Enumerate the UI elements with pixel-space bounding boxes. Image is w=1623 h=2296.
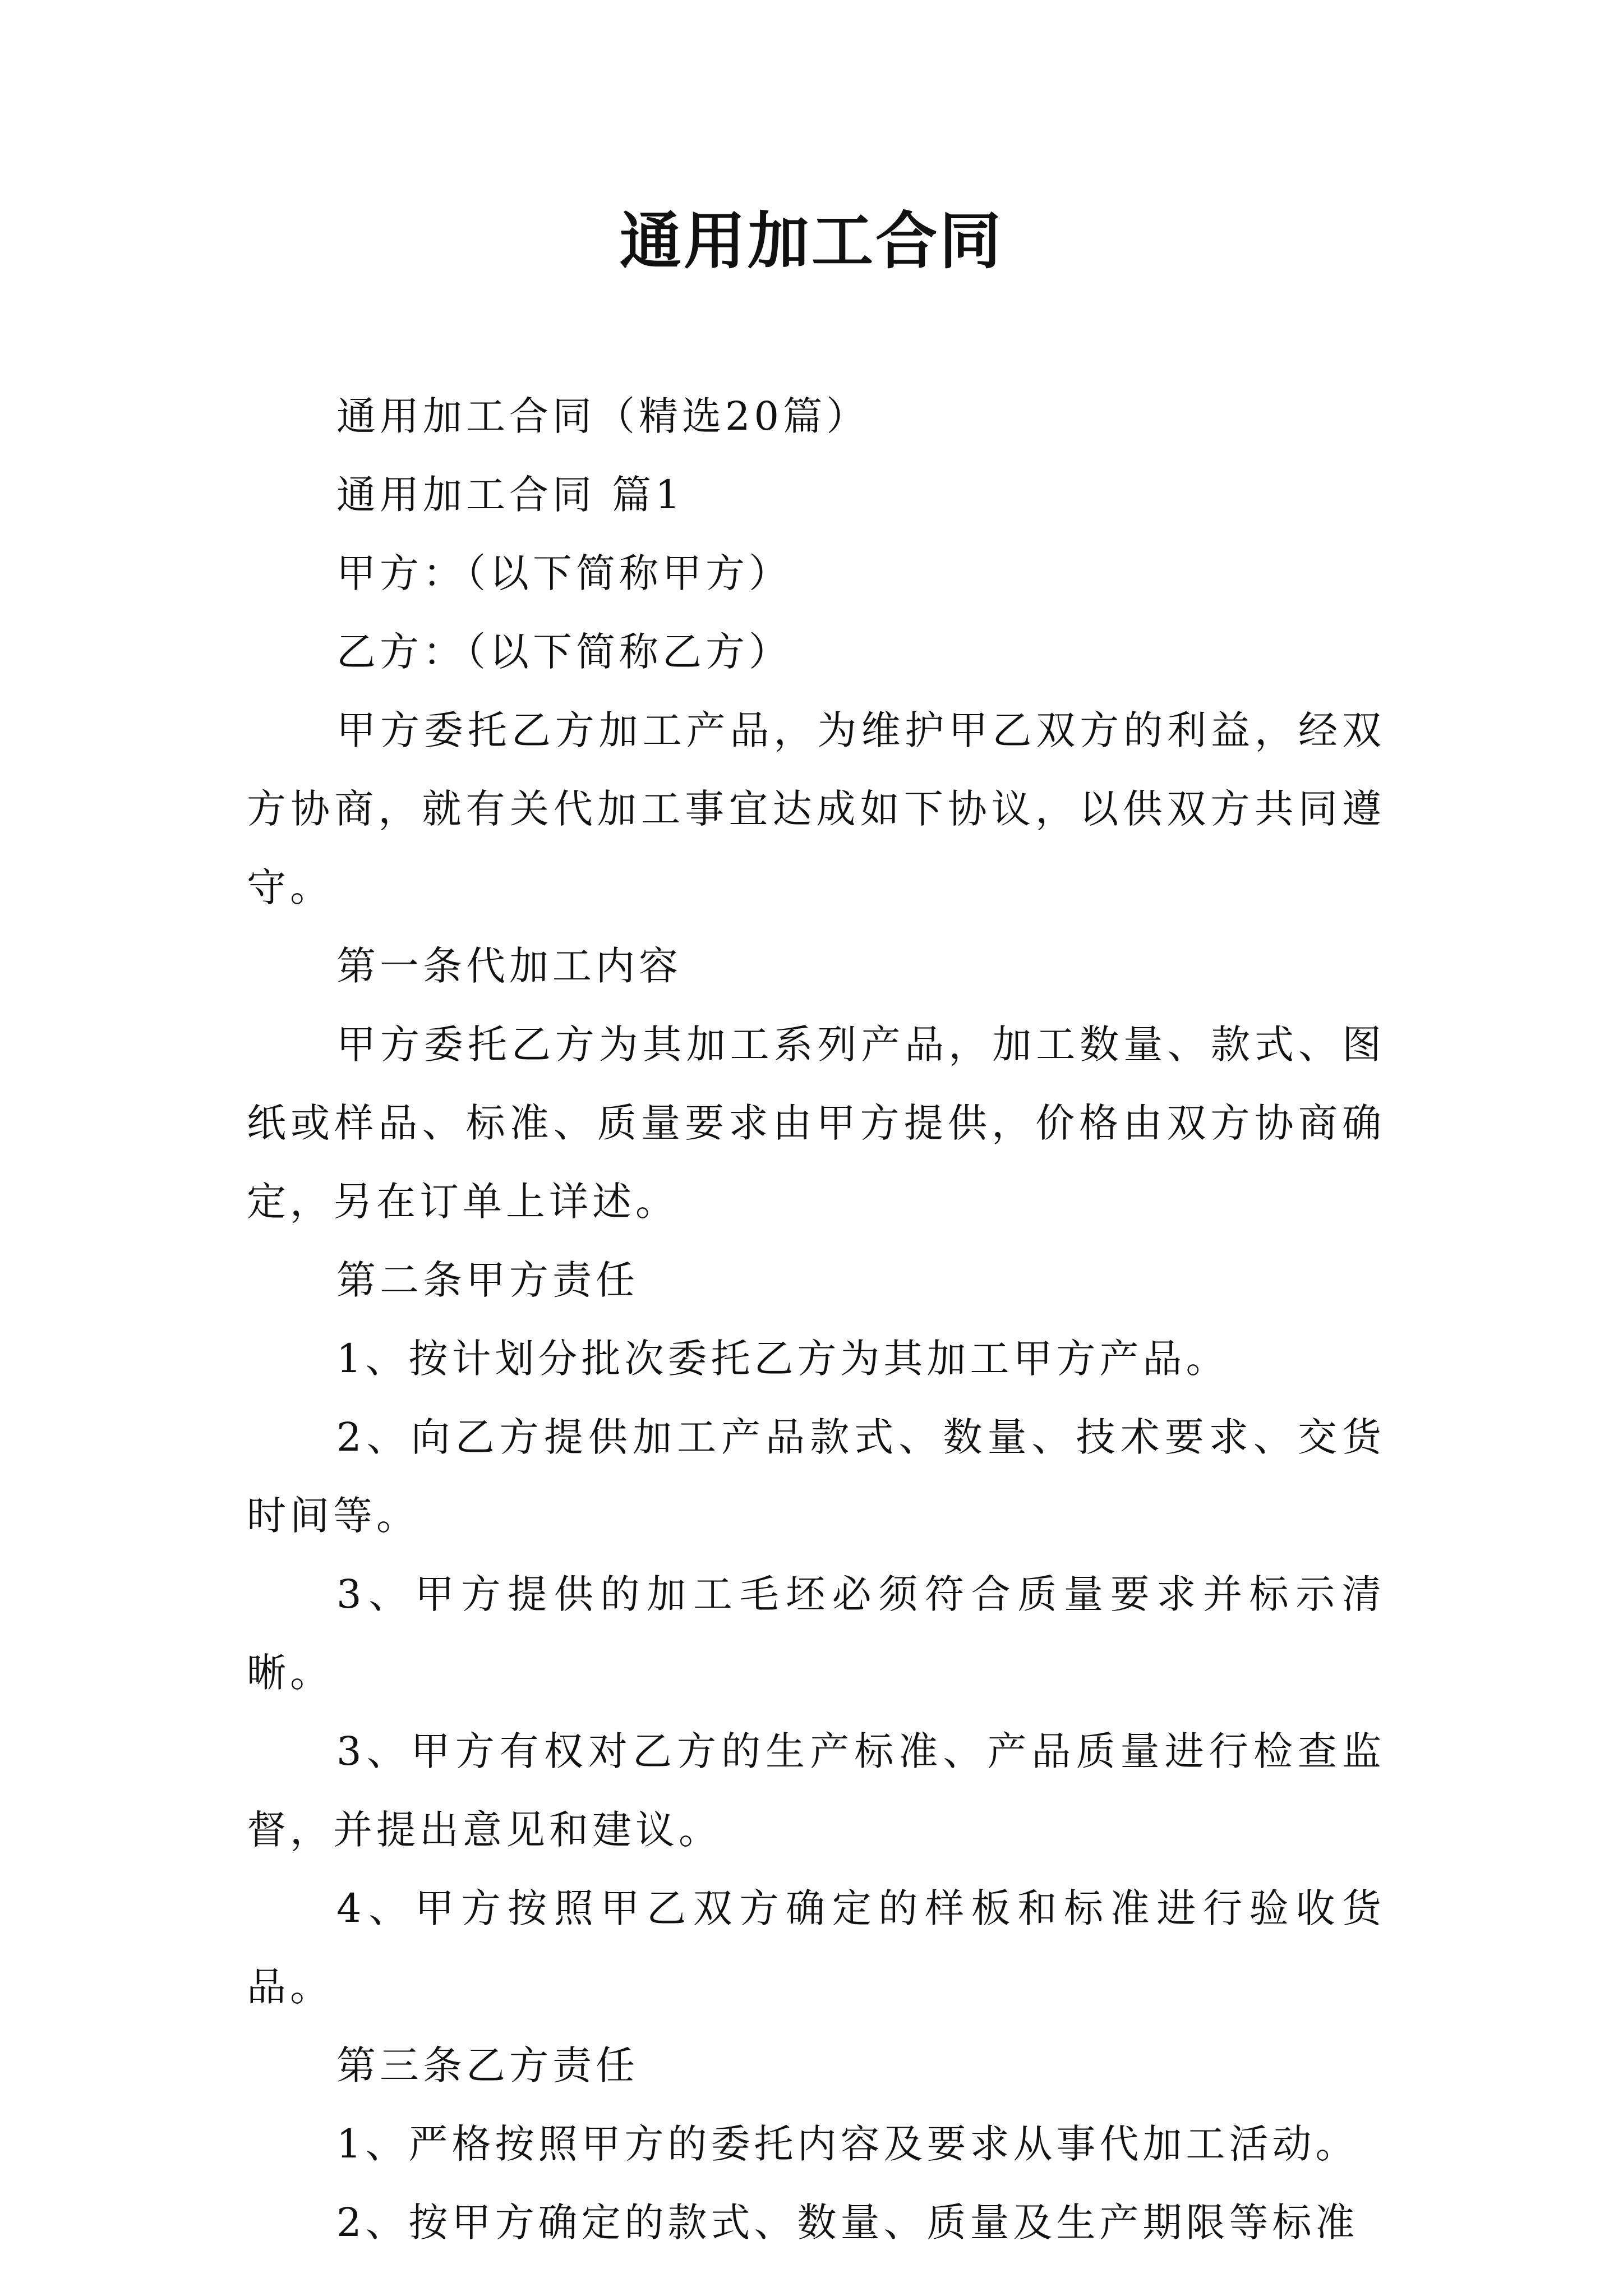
list-item: 1、按计划分批次委托乙方为其加工甲方产品。	[336, 1336, 1229, 1382]
list-item: 1、严格按照甲方的委托内容及要求从事代加工活动。	[336, 2121, 1359, 2167]
document-body	[247, 377, 1385, 2262]
paragraph-section-heading: 通用加工合同 篇1	[336, 472, 684, 518]
article-heading-3: 第三条乙方责任	[336, 2042, 639, 2088]
list-item: 2、向乙方提供加工产品款式、数量、技术要求、交货时间等。	[247, 1414, 1385, 1539]
document-title: 通用加工合同	[620, 205, 1003, 277]
list-item: 4、甲方按照甲乙双方确定的样板和标准进行验收货品。	[247, 1885, 1385, 2010]
list-item: 3、甲方有权对乙方的生产标准、产品质量进行检查监督，并提出意见和建议。	[247, 1728, 1385, 1853]
paragraph-preamble: 甲方委托乙方加工产品，为维护甲乙双方的利益，经双方协商，就有关代加工事宜达成如下协议，以供双方共同遵守。	[247, 707, 1385, 910]
list-item: 2、按甲方确定的款式、数量、质量及生产期限等标准	[336, 2200, 1359, 2246]
article-heading-2: 第二条甲方责任	[336, 1257, 639, 1303]
paragraph-party-b: 乙方：（以下简称乙方）	[336, 629, 792, 675]
paragraph-article-1: 甲方委托乙方为其加工系列产品，加工数量、款式、图纸或样品、标准、质量要求由甲方提供，价格由双方协商确定，另在订单上详述。	[247, 1022, 1385, 1225]
paragraph-party-a: 甲方：（以下简称甲方）	[336, 550, 792, 596]
list-item: 3、甲方提供的加工毛坯必须符合质量要求并标示清晰。	[247, 1571, 1385, 1696]
paragraph-subtitle: 通用加工合同（精选20篇）	[336, 393, 870, 439]
article-heading-1: 第一条代加工内容	[336, 943, 682, 989]
